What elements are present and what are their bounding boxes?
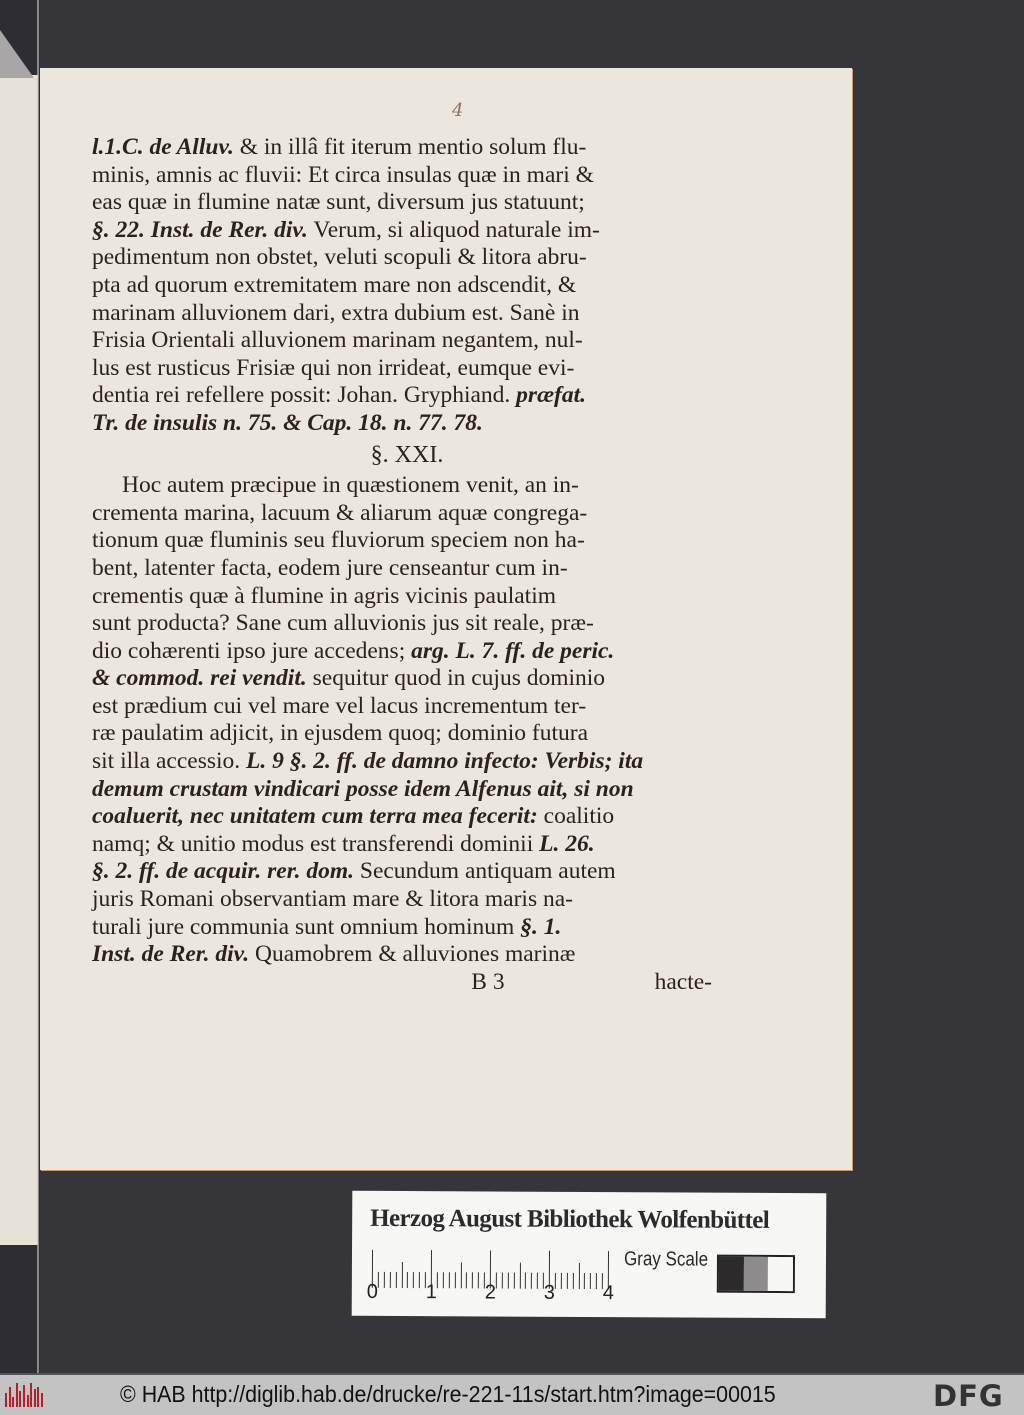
- gray-scale-label: Gray Scale: [623, 1248, 709, 1271]
- facing-page-edge: [0, 75, 38, 1245]
- handwritten-page-mark: 4: [452, 100, 464, 121]
- ruler-tick: [390, 1272, 391, 1288]
- ruler-tick: [537, 1273, 538, 1289]
- text-line: Inst. de Rer. div. Quamobrem & alluviones marinæ: [92, 941, 576, 968]
- text-line: est prædium cui vel mare vel lacus incrementum ter-: [92, 692, 587, 719]
- text-line: sunt producta? Sane cum alluvionis jus sit reale, præ-: [92, 610, 594, 637]
- ruler-tick: [578, 1263, 579, 1289]
- text-line: crementa marina, lacuum & aliarum aquæ congrega-: [92, 499, 588, 526]
- ruler-label: 0: [366, 1280, 378, 1303]
- ruler-tick: [519, 1263, 520, 1289]
- ruler-tick: [513, 1273, 514, 1289]
- ruler-tick: [531, 1273, 532, 1289]
- text-line: sit illa accessio. L. 9 §. 2. ff. de damno infecto: Verbis; ita: [92, 748, 644, 775]
- ruler-tick: [454, 1272, 455, 1288]
- page-text: [92, 134, 722, 996]
- ruler-tick: [419, 1272, 420, 1288]
- ruler-tick: [413, 1272, 414, 1288]
- text-line: marinam alluvionem dari, extra dubium est. Sanè in: [92, 299, 580, 326]
- section-heading: §. XXI.: [370, 441, 444, 468]
- text-line: turali jure communia sunt omnium hominum §. 1.: [92, 913, 562, 940]
- text-line: lus est rusticus Frisiæ qui non irrideat, eumque evi-: [92, 354, 575, 381]
- ruler-tick: [508, 1273, 509, 1289]
- ruler-tick: [407, 1272, 408, 1288]
- text-line: ræ paulatim adjicit, in ejusdem quoq; dominio futura: [92, 720, 589, 747]
- ruler-tick: [472, 1272, 473, 1288]
- ruler-tick: [502, 1273, 503, 1289]
- text-line: Frisia Orientali alluvionem marinam negantem, nul-: [92, 327, 583, 354]
- gray-swatch: [743, 1257, 768, 1291]
- text-line: juris Romani observantiam mare & litora maris na-: [92, 886, 573, 913]
- text-line: tionum quæ fluminis seu fluviorum speciem non ha-: [92, 527, 585, 554]
- ruler-tick: [466, 1272, 467, 1288]
- copyright-url[interactable]: © HAB http://diglib.hab.de/drucke/re-221-11s/start.htm?image=00015: [120, 1381, 776, 1407]
- text-line: pedimentum non obstet, veluti scopuli & litora abru-: [92, 244, 587, 271]
- text-line: l.1.C. de Alluv. & in illâ fit iterum mentio solum flu-: [92, 134, 587, 160]
- ruler-tick: [572, 1273, 573, 1289]
- signature-and-catchword: [92, 969, 722, 997]
- ruler-tick: [525, 1273, 526, 1289]
- color-calibration-card: [352, 1191, 827, 1318]
- ruler-tick: [561, 1273, 562, 1289]
- signature-mark: B 3: [471, 968, 505, 995]
- ruler-label: 4: [602, 1282, 614, 1305]
- gray-scale-swatches: [717, 1255, 795, 1293]
- dfg-logo-icon: DFG: [933, 1379, 1004, 1413]
- text-line: §. 22. Inst. de Rer. div. Verum, si aliquod naturale im-: [92, 216, 600, 243]
- hab-logo-icon: [5, 1383, 47, 1407]
- text-line: dentia rei refellere possit: Johan. Gryphiand. præfat.: [92, 382, 587, 409]
- text-line: eas quæ in flumine natæ sunt, diversum jus statuunt;: [92, 189, 585, 216]
- gray-swatch: [719, 1257, 744, 1291]
- text-line: Hoc autem præcipue in quæstionem venit, an in-: [122, 472, 579, 499]
- library-name: Herzog August Bibliothek Wolfenbüttel: [370, 1204, 770, 1234]
- ruler-tick: [449, 1272, 450, 1288]
- ruler-label: 3: [543, 1281, 555, 1304]
- catchword: hacte-: [654, 968, 712, 995]
- ruler-tick: [401, 1262, 402, 1288]
- ruler-tick: [567, 1273, 568, 1289]
- viewer-footer: [0, 1373, 1024, 1415]
- ruler-tick: [478, 1272, 479, 1288]
- text-line: & commod. rei vendit. sequitur quod in cujus dominio: [92, 665, 606, 692]
- ruler-label: 2: [484, 1281, 496, 1304]
- ruler-tick: [584, 1273, 585, 1289]
- ruler-tick: [443, 1272, 444, 1288]
- ruler-label: 1: [425, 1281, 437, 1304]
- text-line: minis, amnis ac fluvii: Et circa insulas quæ in mari &: [92, 161, 594, 188]
- gutter-line: [37, 0, 39, 1373]
- text-line: crementis quæ à flumine in agris vicinis paulatim: [92, 582, 557, 609]
- text-line: coaluerit, nec unitatem cum terra mea fecerit: coalitio: [92, 803, 615, 830]
- ruler-tick: [590, 1273, 591, 1289]
- text-line: bent, latenter facta, eodem jure censeantur cum in-: [92, 554, 568, 581]
- text-line: namq; & unitio modus est transferendi dominii L. 26.: [92, 830, 595, 857]
- text-line: §. 2. ff. de acquir. rer. dom. Secundum antiquam autem: [92, 858, 616, 885]
- text-line: Tr. de insulis n. 75. & Cap. 18. n. 77. 78.: [92, 409, 483, 436]
- text-line: demum crustam vindicari posse idem Alfenus ait, si non: [92, 775, 634, 802]
- ruler-tick: [395, 1272, 396, 1288]
- ruler-tick: [384, 1272, 385, 1288]
- text-line: pta ad quorum extremitatem mare non adscendit, &: [92, 271, 577, 298]
- ruler-tick: [596, 1273, 597, 1289]
- text-line: dio cohærenti ipso jure accedens; arg. L. 7. ff. de peric.: [92, 637, 615, 664]
- ruler-tick: [460, 1262, 461, 1288]
- gray-swatch: [768, 1257, 793, 1291]
